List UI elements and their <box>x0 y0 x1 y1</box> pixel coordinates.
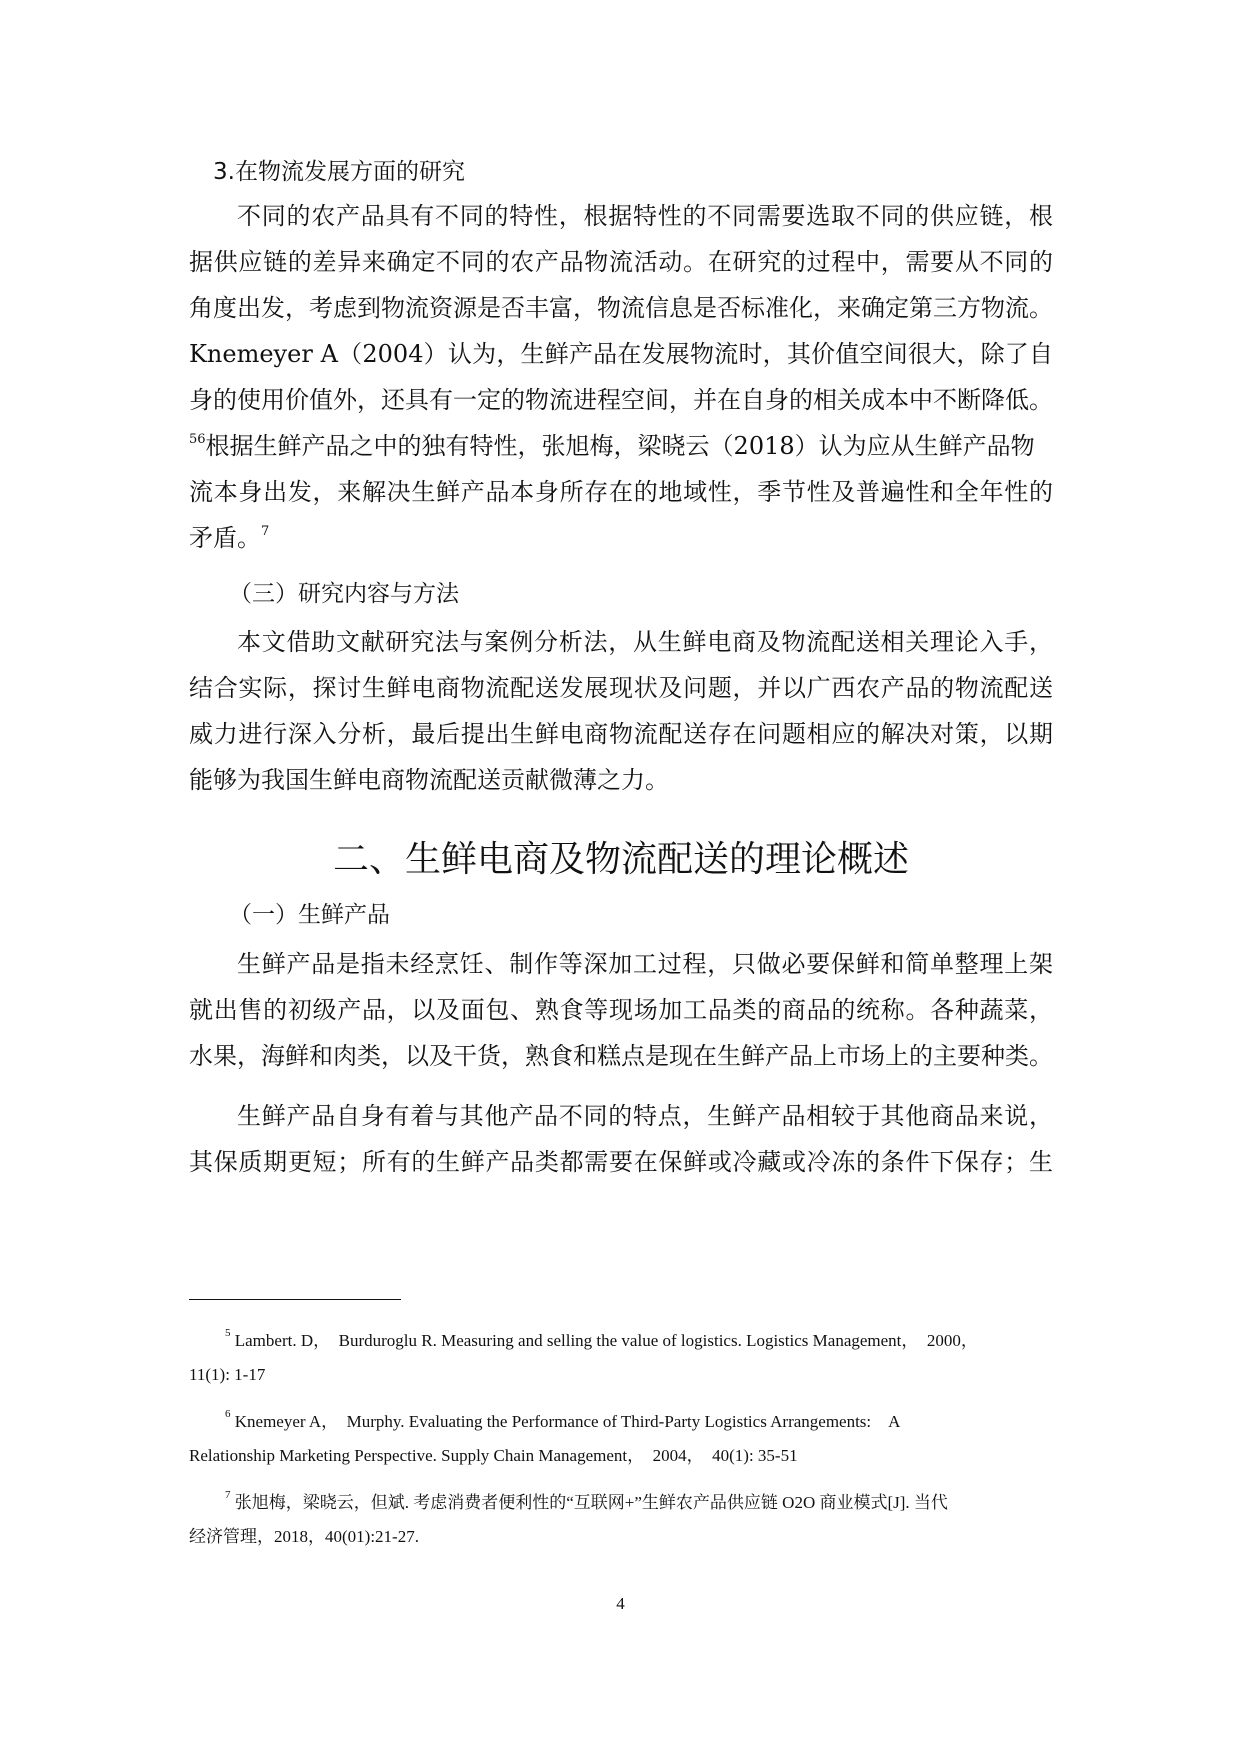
paragraph-1-line: 不同的农产品具有不同的特性，根据特性的不同需要选取不同的供应链，根 <box>237 202 1053 230</box>
footnote-ref-7[interactable]: 7 <box>261 524 270 539</box>
paragraph-4-line: 生鲜产品自身有着与其他产品不同的特点，生鲜产品相较于其他商品来说， <box>237 1102 1053 1130</box>
paragraph-3-line: 就出售的初级产品，以及面包、熟食等现场加工品类的商品的统称。各种蔬菜， <box>189 996 1053 1024</box>
paragraph-1-line: 角度出发，考虑到物流资源是否丰富，物流信息是否标准化，来确定第三方物流。 <box>189 294 1053 322</box>
paragraph-2-line: 威力进行深入分析，最后提出生鲜电商物流配送存在问题相应的解决对策，以期 <box>189 720 1053 748</box>
footnotes <box>189 0 1053 1754</box>
chapter-2-title: 二、生鲜电商及物流配送的理论概述 <box>332 839 909 880</box>
paragraph-1-text: 根据生鲜产品之中的独有特性，张旭梅，梁晓云（2018）认为应从生鲜产品物 <box>205 432 1035 460</box>
paragraph-3-line: 生鲜产品是指未经烹饪、制作等深加工过程，只做必要保鲜和简单整理上架 <box>237 950 1053 978</box>
footnote-6-cont: Relationship Marketing Perspective. Supply Chain Management， 2004， 40(1): 35-51 <box>189 1446 798 1465</box>
paragraph-2-line: 能够为我国生鲜电商物流配送贡献微薄之力。 <box>189 766 669 794</box>
subsection-1-heading: （一）生鲜产品 <box>229 902 390 928</box>
footnote-text: Knemeyer A， Murphy. Evaluating the Performance of Third-Party Logistics Arrangements: A <box>234 1412 901 1431</box>
footnote-number: 5 <box>225 1327 231 1340</box>
footnote-text: 张旭梅，梁晓云，但斌. 考虑消费者便利性的“互联网+”生鲜农产品供应链 O2O 商业模式[J]. 当代 <box>234 1493 948 1512</box>
footnote-5-cont: 11(1): 1-17 <box>189 1365 266 1384</box>
paragraph-4-line: 其保质期更短；所有的生鲜产品类都需要在保鲜或冷藏或冷冻的条件下保存；生 <box>189 1148 1053 1176</box>
footnote-5 <box>225 1324 1053 1358</box>
footnote-number: 7 <box>225 1489 231 1502</box>
page-number: 4 <box>616 1594 625 1613</box>
paragraph-1-line: Knemeyer A（2004）认为，生鲜产品在发展物流时，其价值空间很大，除了自 <box>189 340 1053 368</box>
paragraph-1-line: 身的使用价值外，还具有一定的物流进程空间，并在自身的相关成本中不断降低。 <box>189 386 1053 414</box>
subsection-3-heading: （三）研究内容与方法 <box>229 581 459 607</box>
section-3-heading: 3.在物流发展方面的研究 <box>213 159 465 185</box>
footnote-ref-56[interactable]: 56 <box>189 432 206 447</box>
footnote-number: 6 <box>225 1408 231 1421</box>
footnote-7-cont: 经济管理，2018，40(01):21-27. <box>189 1527 419 1546</box>
paragraph-2-line: 本文借助文献研究法与案例分析法，从生鲜电商及物流配送相关理论入手， <box>237 628 1053 656</box>
paragraph-1-text: 矛盾。 <box>189 524 261 552</box>
footnote-6 <box>225 1405 1053 1439</box>
paragraph-3-line: 水果，海鲜和肉类，以及干货，熟食和糕点是现在生鲜产品上市场上的主要种类。 <box>189 1042 1053 1070</box>
footnote-text: Lambert. D， Burduroglu R. Measuring and selling the value of logistics. Logistics Management， 2000， <box>234 1331 978 1350</box>
paragraph-1-line: 流本身出发，来解决生鲜产品本身所存在的地域性，季节性及普遍性和全年性的 <box>189 478 1053 506</box>
paragraph-2-line: 结合实际，探讨生鲜电商物流配送发展现状及问题，并以广西农产品的物流配送 <box>189 674 1053 702</box>
footnote-7 <box>225 1486 1053 1520</box>
paragraph-1-line: 据供应链的差异来确定不同的农产品物流活动。在研究的过程中，需要从不同的 <box>189 248 1053 276</box>
